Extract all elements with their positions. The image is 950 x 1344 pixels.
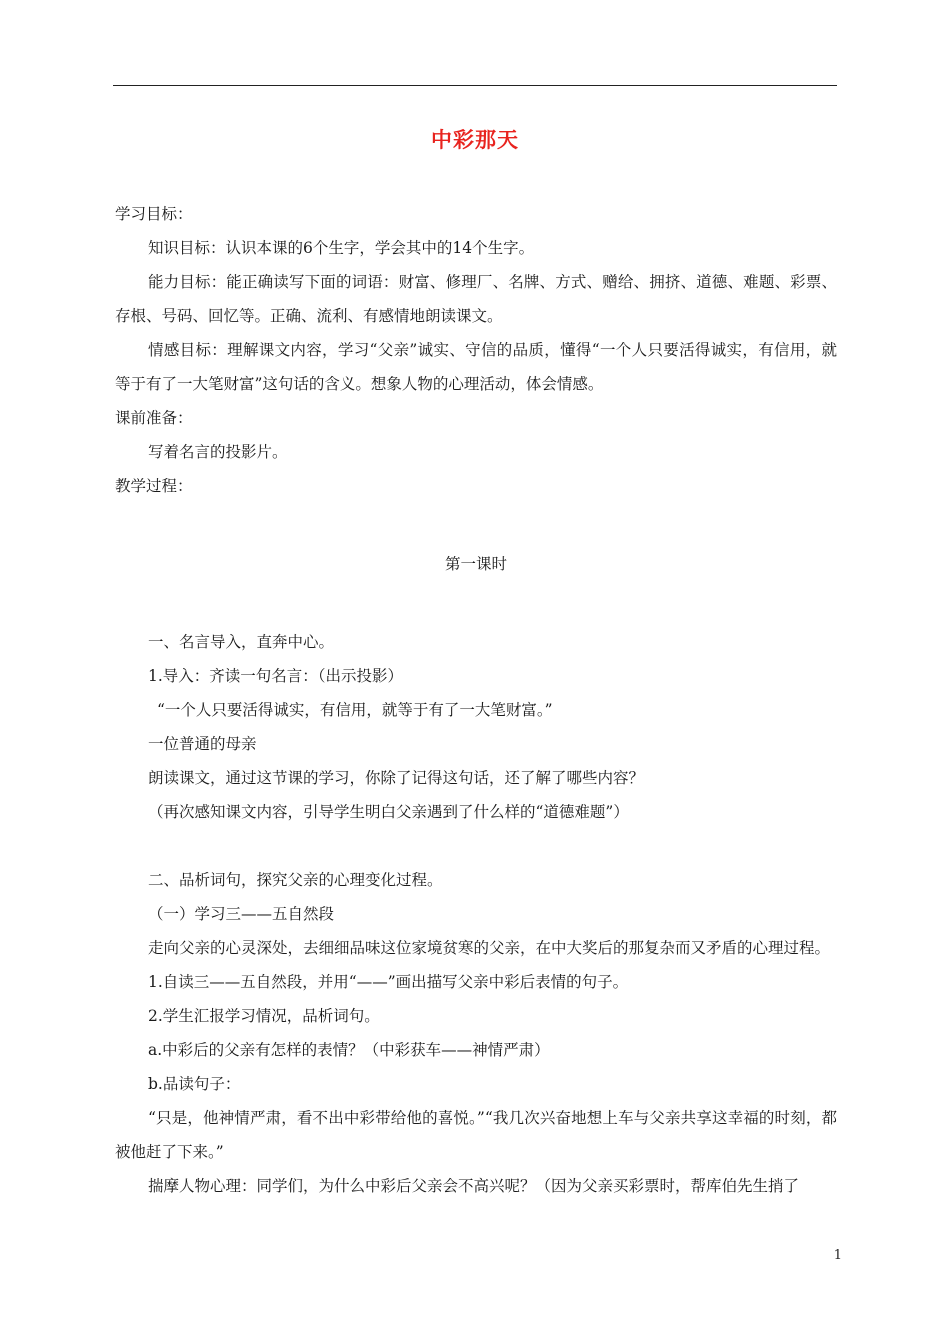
document-title: 中彩那天	[431, 128, 519, 152]
objectives-heading: 学习目标：	[115, 205, 193, 223]
part2-b: b.品读句子：	[148, 1075, 241, 1093]
part2-sub1: （一）学习三——五自然段	[148, 905, 335, 923]
prep-heading: 课前准备：	[115, 409, 193, 427]
ability-goal: 能力目标：能正确读写下面的词语：财富、修理厂、名牌、方式、赠给、拥挤、道德、难题、彩票、存根、号码、回忆等。正确、流利、有感情地朗读课文。	[115, 273, 837, 325]
document-body	[115, 197, 837, 1203]
prep-item: 写着名言的投影片。	[148, 443, 288, 461]
part2-a: a.中彩后的父亲有怎样的表情？（中彩获车——神情严肃）	[148, 1041, 550, 1059]
part2-step1: 1.自读三——五自然段，并用“——”画出描写父亲中彩后表情的句子。	[148, 973, 629, 991]
spacer	[115, 581, 837, 625]
page-number: 1	[833, 1248, 842, 1263]
spacer	[115, 829, 837, 863]
part2-analysis: 揣摩人物心理：同学们，为什么中彩后父亲会不高兴呢？（因为父亲买彩票时，帮库伯先生捎了	[148, 1177, 800, 1195]
part1-heading: 一、名言导入，直奔中心。	[148, 633, 335, 651]
part2-step2: 2.学生汇报学习情况，品析词句。	[148, 1007, 380, 1025]
emotion-goal: 情感目标：理解课文内容，学习“父亲”诚实、守信的品质，懂得“一个人只要活得诚实，有信用，就等于有了一大笔财富”这句话的含义。想象人物的心理活动，体会情感。	[115, 341, 837, 393]
header-rule	[113, 85, 837, 86]
part2-heading: 二、品析词句，探究父亲的心理变化过程。	[148, 871, 443, 889]
knowledge-goal: 知识目标：认识本课的6个生字，学会其中的14个生字。	[148, 239, 535, 257]
part1-line2: 一位普通的母亲	[148, 735, 257, 753]
part1-step1: 1.导入：齐读一句名言：（出示投影）	[148, 667, 404, 685]
part2-intro: 走向父亲的心灵深处，去细细品味这位家境贫寒的父亲，在中大奖后的那复杂而又矛盾的心理过程。	[148, 939, 831, 957]
part1-line4: （再次感知课文内容，引导学生明白父亲遇到了什么样的“道德难题”）	[148, 803, 629, 821]
part1-quote: “一个人只要活得诚实，有信用，就等于有了一大笔财富。”	[157, 701, 553, 719]
part2-quote: “只是，他神情严肃，看不出中彩带给他的喜悦。”“我几次兴奋地想上车与父亲共享这幸福的时刻，都被他赶了下来。”	[115, 1109, 837, 1161]
part1-line3: 朗读课文，通过这节课的学习，你除了记得这句话，还了解了哪些内容？	[148, 769, 645, 787]
process-heading: 教学过程：	[115, 477, 193, 495]
spacer	[115, 503, 837, 547]
period-title: 第一课时	[444, 555, 507, 573]
